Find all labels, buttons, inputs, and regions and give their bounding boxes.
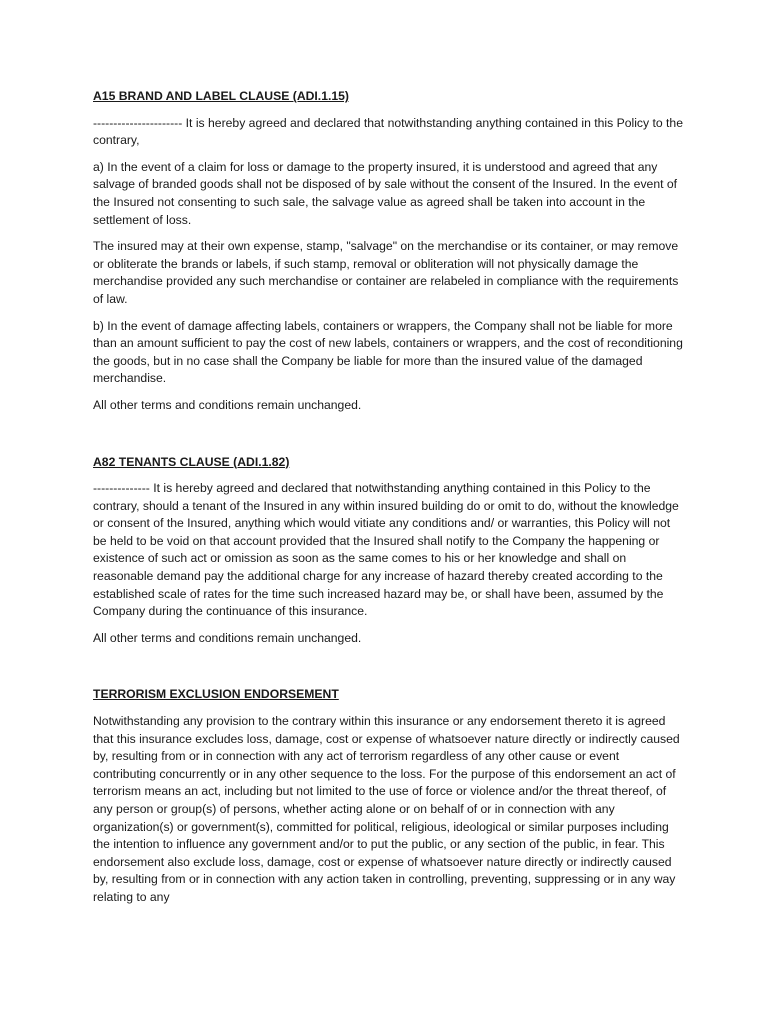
paragraph: a) In the event of a claim for loss or damage to the property insured, it is understood and agreed that any salvage of branded goods shall not be disposed of by sale without the consent of the Insured. In the event of the Insured not consenting to such sale, the salvage value as agreed shall be taken into account in the settlement of loss. [93,159,678,227]
paragraph: The insured may at their own expense, stamp, "salvage" on the merchandise or its container, or may remove or obliterate the brands or labels, if such stamp, removal or obliteration will not physically damage the merchandise provided any such merchandise or container are relabeled in compliance with the requirements of law. [93,239,679,306]
paragraph: All other terms and conditions remain unchanged. [93,397,362,412]
paragraph: -------------- It is hereby agreed and declared that notwithstanding anything contained in this Policy to the contrary, should a tenant of the Insured in any within insured building do or omit to do, without the knowledge or consent of the Insured, anything which would vitiate any conditions and/ or warranties, this Policy will not be held to be void on that account provided that the Insured shall notify to the Company the happening or existence of such act or omission as soon as the same comes to his or her knowledge and shall on reasonable demand pay the additional charge for any increase of hazard thereby created according to the established scale of rates for the time such increased hazard may be, or shall have been, assumed by the Company during the continuance of this insurance. [93,481,679,619]
paragraph: b) In the event of damage affecting labels, containers or wrappers, the Company shall not be liable for more than an amount sufficient to pay the cost of new labels, containers or wrappers, and the cost of reconditioning the goods, but in no case shall the Company be liable for more than the insured value of the damaged merchandise. [93,318,683,386]
section-spacer [93,424,683,454]
document-page [93,88,683,916]
paragraph: All other terms and conditions remain unchanged. [93,630,362,645]
section-tenants-clause [93,454,683,648]
paragraph: ---------------------- It is hereby agreed and declared that notwithstanding anything contained in this Policy to the contrary, [93,115,683,148]
section-terrorism-exclusion [93,686,683,906]
paragraph: Notwithstanding any provision to the contrary within this insurance or any endorsement thereto it is agreed that this insurance excludes loss, damage, cost or expense of whatsoever nature directly or indirectly caused by, resulting from or in connection with any act of terrorism regardless of any other cause or event contributing concurrently or in any other sequence to the loss. For the purpose of this endorsement an act of terrorism means an act, including but not limited to the use of force or violence and/or the threat thereof, of any person or group(s) of persons, whether acting alone or on behalf of or in connection with any organization(s) or government(s), committed for political, religious, ideological or similar purposes including the intention to influence any government and/or to put the public, or any section of the public, in fear. This endorsement also exclude loss, damage, cost or expense of whatsoever nature directly or indirectly caused by, resulting from or in connection with any action taken in controlling, preventing, suppressing or in any way relating to any [93,714,680,904]
section-heading: A82 TENANTS CLAUSE (ADI.1.82) [93,454,290,469]
section-brand-label-clause [93,88,683,415]
section-heading: A15 BRAND AND LABEL CLAUSE (ADI.1.15) [93,89,349,103]
section-spacer [93,656,683,686]
section-heading: TERRORISM EXCLUSION ENDORSEMENT [93,687,339,702]
